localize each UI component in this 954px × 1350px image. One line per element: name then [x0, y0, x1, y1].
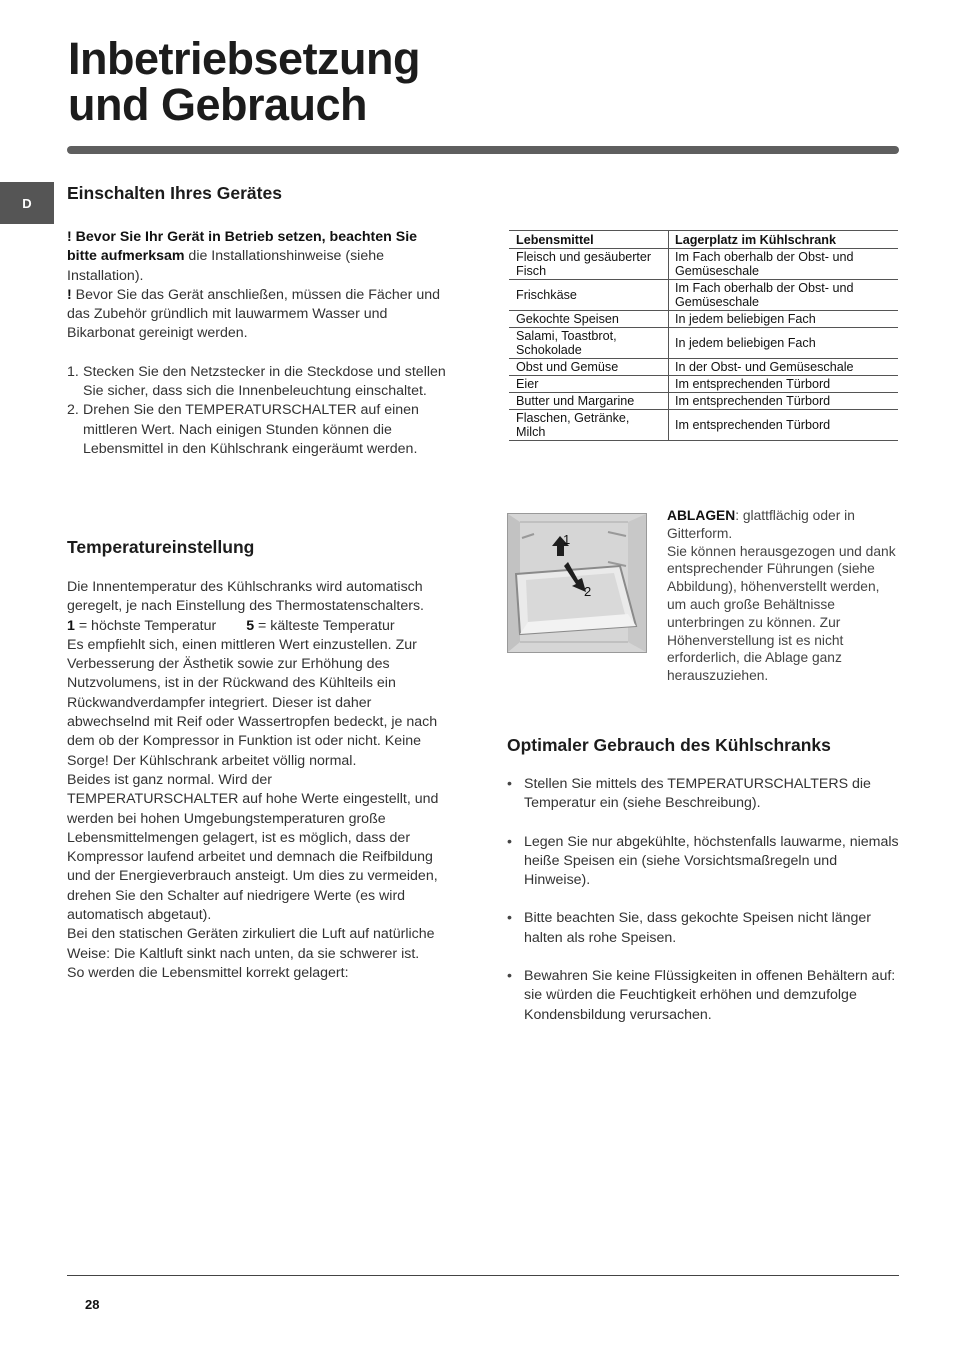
section-einschalten-text	[67, 228, 447, 459]
shelf-illustration	[507, 513, 647, 653]
temperatur-body-2: Beides ist ganz normal. Wird der TEMPERATURSCHALTER auf hohe Werte eingestellt, und werden bei hohen Umgebungstemperaturen große Lebensmittelmengen gelagert, ist es möglich, dass der Kompressor laufend arbeitet und demnach die Reifbildung und der Energieverbrauch ansteigt. Um dies zu vermeiden, drehen Sie den Schalter auf niedrigere Werte (es wird automatisch abgetaut).	[67, 771, 439, 924]
table-cell: Im entsprechenden Türbord	[669, 376, 899, 393]
section-heading-temperatur: Temperatureinstellung	[67, 537, 255, 557]
table-cell: In der Obst- und Gemüseschale	[669, 359, 899, 376]
table-cell: Butter und Margarine	[510, 393, 669, 410]
footer-rule	[67, 1275, 899, 1276]
table-header: Lebensmittel	[510, 231, 669, 249]
table-header-row	[510, 231, 899, 249]
storage-table	[509, 230, 898, 441]
warning-paragraph-1	[67, 228, 447, 286]
table-cell: Eier	[510, 376, 669, 393]
table-cell: In jedem beliebigen Fach	[669, 328, 899, 359]
table-cell: Im Fach oberhalb der Obst- und Gemüseschale	[669, 249, 899, 280]
shelf-caption-bold: ABLAGEN	[667, 508, 736, 523]
table-row	[510, 393, 899, 410]
table-cell: Gekochte Speisen	[510, 311, 669, 328]
temperatur-intro: Die Innentemperatur des Kühlschranks wird automatisch geregelt, je nach Einstellung des Thermostatenschalters.	[67, 579, 424, 615]
table-cell: Flaschen, Getränke, Milch	[510, 410, 669, 441]
shelf-caption-body: Sie können herausgezogen und dank entsprechender Führungen (siehe Abbildung), höhenverstellt werden, um auch große Behältnisse unterbringen zu können. Zur Höhenverstellung ist es nicht erforderlich, die Ablage ganz herauszuziehen.	[667, 543, 896, 684]
title-rule	[67, 146, 899, 154]
title-line-1: Inbetriebsetzung	[68, 33, 421, 84]
language-tab: D	[0, 182, 54, 224]
warning-mark: !	[67, 286, 72, 303]
table-row	[510, 359, 899, 376]
list-item: 2. Drehen Sie den TEMPERATURSCHALTER auf einen mittleren Wert. Nach einigen Stunden können die Lebensmittel in den Kühlschrank eingeräumt werden.	[67, 402, 419, 457]
table-row	[510, 280, 899, 311]
warning-rest-2: Bevor Sie das Gerät anschließen, müssen die Fächer und das Zubehör gründlich mit lauwarmem Wasser und Bikarbonat gereinigt werden.	[67, 286, 441, 342]
table-row	[510, 376, 899, 393]
list-item: • Bewahren Sie keine Flüssigkeiten in offenen Behältern auf: sie würden die Feuchtigkeit erhöhen und demzufolge Kondensbildung verursachen.	[507, 967, 899, 1025]
table-cell: Frischkäse	[510, 280, 669, 311]
bullet-list	[507, 775, 899, 1025]
table-cell: Fleisch und gesäuberter Fisch	[510, 249, 669, 280]
shelf-caption: ABLAGEN: glattflächig oder in Gitterform. Sie können herausgezogen und dank entsprechender Führungen (siehe Abbildung), höhenverstellt werden, um auch große Behältnisse unterbringen zu können. Zur Höhenverstellung ist es nicht erforderlich, die Ablage ganz herauszuziehen.	[667, 507, 902, 685]
section-heading-optimaler-gebrauch: Optimaler Gebrauch des Kühlschranks	[507, 735, 831, 755]
warning-rest: die Installationshinweise (siehe Installation).	[67, 248, 385, 284]
list-item: 1. Stecken Sie den Netzstecker in die Steckdose und stellen Sie sicher, dass sich die Innenbeleuchtung einschaltet.	[67, 363, 446, 400]
page-title	[68, 33, 421, 130]
table-cell: Obst und Gemüse	[510, 359, 669, 376]
list-item: • Stellen Sie mittels des TEMPERATURSCHALTERS die Temperatur ein (siehe Beschreibung).	[507, 775, 899, 814]
table-row	[510, 311, 899, 328]
temperature-scale: 1 = höchste Temperatur 5 = kälteste Temperatur	[67, 617, 395, 634]
table-cell: Im Fach oberhalb der Obst- und Gemüseschale	[669, 280, 899, 311]
section-temperatur-text	[67, 578, 439, 983]
section-heading-einschalten: Einschalten Ihres Gerätes	[67, 183, 282, 203]
warning-paragraph-2	[67, 286, 447, 344]
page-number: 28	[85, 1297, 100, 1312]
table-cell: Im entsprechenden Türbord	[669, 410, 899, 441]
table-row	[510, 328, 899, 359]
table-row	[510, 410, 899, 441]
list-item: • Legen Sie nur abgekühlte, höchstenfalls lauwarme, niemals heiße Speisen ein (siehe Vorsichtsmaßregeln und Hinweise).	[507, 833, 899, 891]
table-header: Lagerplatz im Kühlschrank	[669, 231, 899, 249]
table-cell: Im entsprechenden Türbord	[669, 393, 899, 410]
steps-list	[67, 363, 447, 459]
title-line-2: und Gebrauch	[68, 79, 368, 130]
table-row	[510, 249, 899, 280]
table-cell: Salami, Toastbrot, Schokolade	[510, 328, 669, 359]
table-cell: In jedem beliebigen Fach	[669, 311, 899, 328]
warning-bold: ! Bevor Sie Ihr Gerät in Betrieb setzen, beachten Sie bitte aufmerksam	[67, 229, 418, 265]
fridge-shelf-icon	[508, 514, 646, 652]
shelf-label-1: 1	[563, 532, 571, 547]
temperatur-body-1: Es empfiehlt sich, einen mittleren Wert einzustellen. Zur Verbesserung der Ästhetik sowie zur Erhöhung des Nutzvolumens, ist in der Rückwand des Kühlteils ein Rückwandverdampfer integriert. Dieser ist daher abwechselnd mit Reif oder Wassertropfen bedeckt, je nach dem ob der Kompressor in Funktion ist oder nicht. Keine Sorge! Der Kühlschrank arbeitet völlig normal.	[67, 636, 438, 769]
section-optimaler-gebrauch-text	[507, 775, 899, 1044]
temperatur-body-3: Bei den statischen Geräten zirkuliert die Luft auf natürliche Weise: Die Kaltluft sinkt nach unten, da sie schwerer ist. So werden die Lebensmittel korrekt gelagert:	[67, 926, 435, 981]
list-item: • Bitte beachten Sie, dass gekochte Speisen nicht länger halten als rohe Speisen.	[507, 909, 899, 948]
shelf-label-2: 2	[584, 584, 592, 599]
